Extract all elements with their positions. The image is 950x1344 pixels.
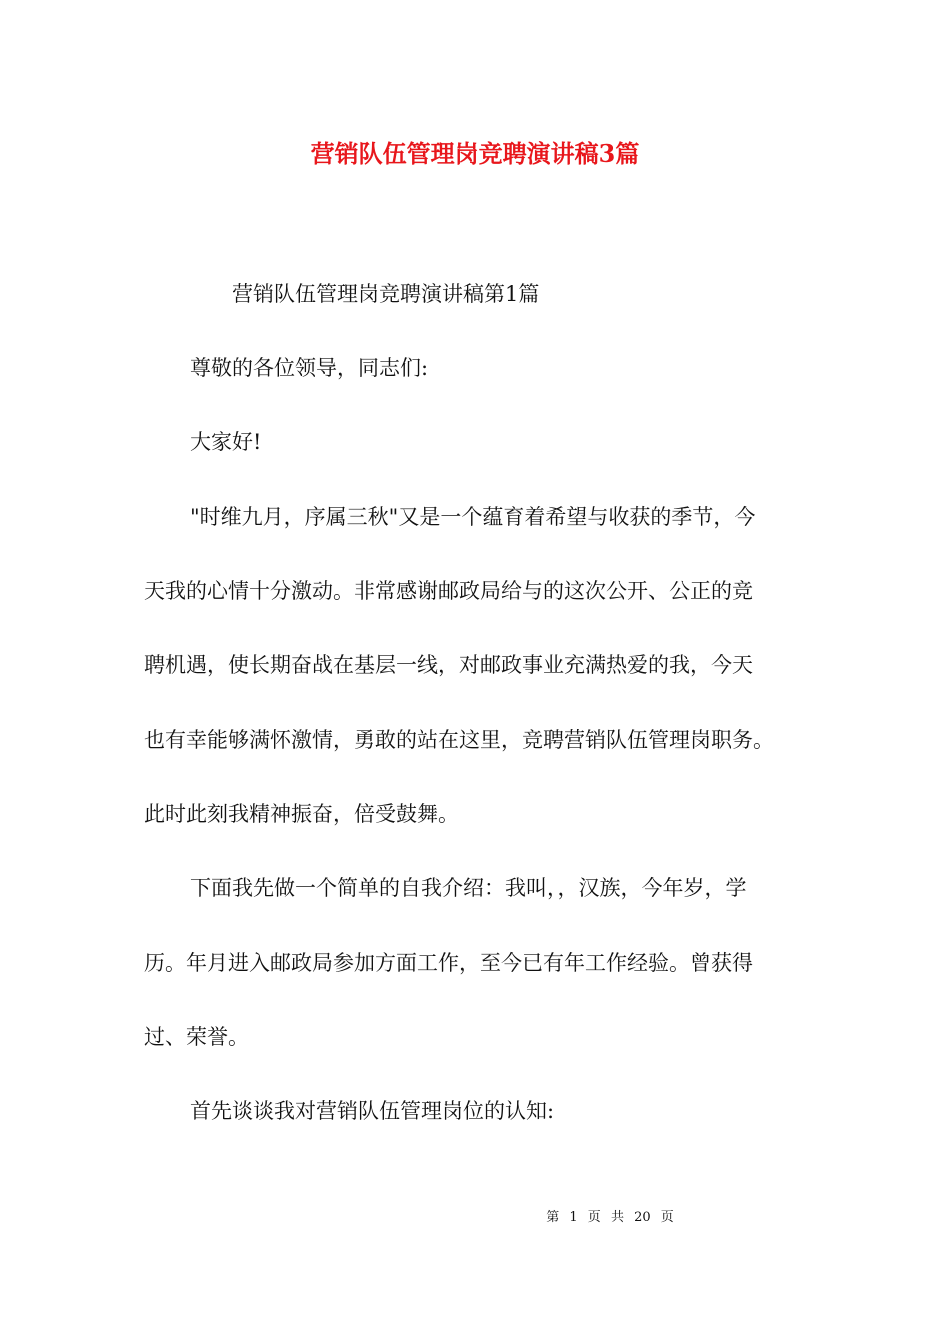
paragraph-line: 聘机遇，使长期奋战在基层一线，对邮政事业充满热爱的我，今天 (144, 653, 753, 677)
paragraph-line: 此时此刻我精神振奋，倍受鼓舞。 (144, 802, 459, 826)
greeting-line: 大家好! (190, 430, 262, 454)
paragraph-line: 天我的心情十分激动。非常感谢邮政局给与的这次公开、公正的竞 (144, 579, 753, 603)
footer-suffix: 页 (660, 1210, 674, 1225)
footer-prefix: 第 (546, 1210, 560, 1225)
paragraph-line: 历。年月进入邮政局参加方面工作，至今已有年工作经验。曾获得 (144, 951, 753, 975)
paragraph-line: 下面我先做一个简单的自我介绍：我叫，，汉族，今年岁，学 (190, 876, 747, 900)
footer-total-word: 共 (610, 1210, 624, 1225)
page-footer (0, 1208, 950, 1228)
document-title: 营销队伍管理岗竞聘演讲稿3篇 (310, 139, 640, 168)
paragraph-line: 过、荣誉。 (144, 1025, 249, 1049)
paragraph-line: 也有幸能够满怀激情，勇敢的站在这里，竞聘营销队伍管理岗职务。 (144, 728, 774, 752)
footer-current-page: 1 (569, 1210, 578, 1225)
paragraph-line: "时维九月，序属三秋"又是一个蕴育着希望与收获的季节，今 (190, 505, 756, 529)
footer-page-word: 页 (587, 1210, 601, 1225)
footer-total-pages: 20 (634, 1210, 651, 1225)
section-heading: 营销队伍管理岗竞聘演讲稿第1篇 (232, 282, 540, 306)
salutation-line: 尊敬的各位领导，同志们: (190, 356, 429, 380)
paragraph-line: 首先谈谈我对营销队伍管理岗位的认知: (190, 1099, 555, 1123)
